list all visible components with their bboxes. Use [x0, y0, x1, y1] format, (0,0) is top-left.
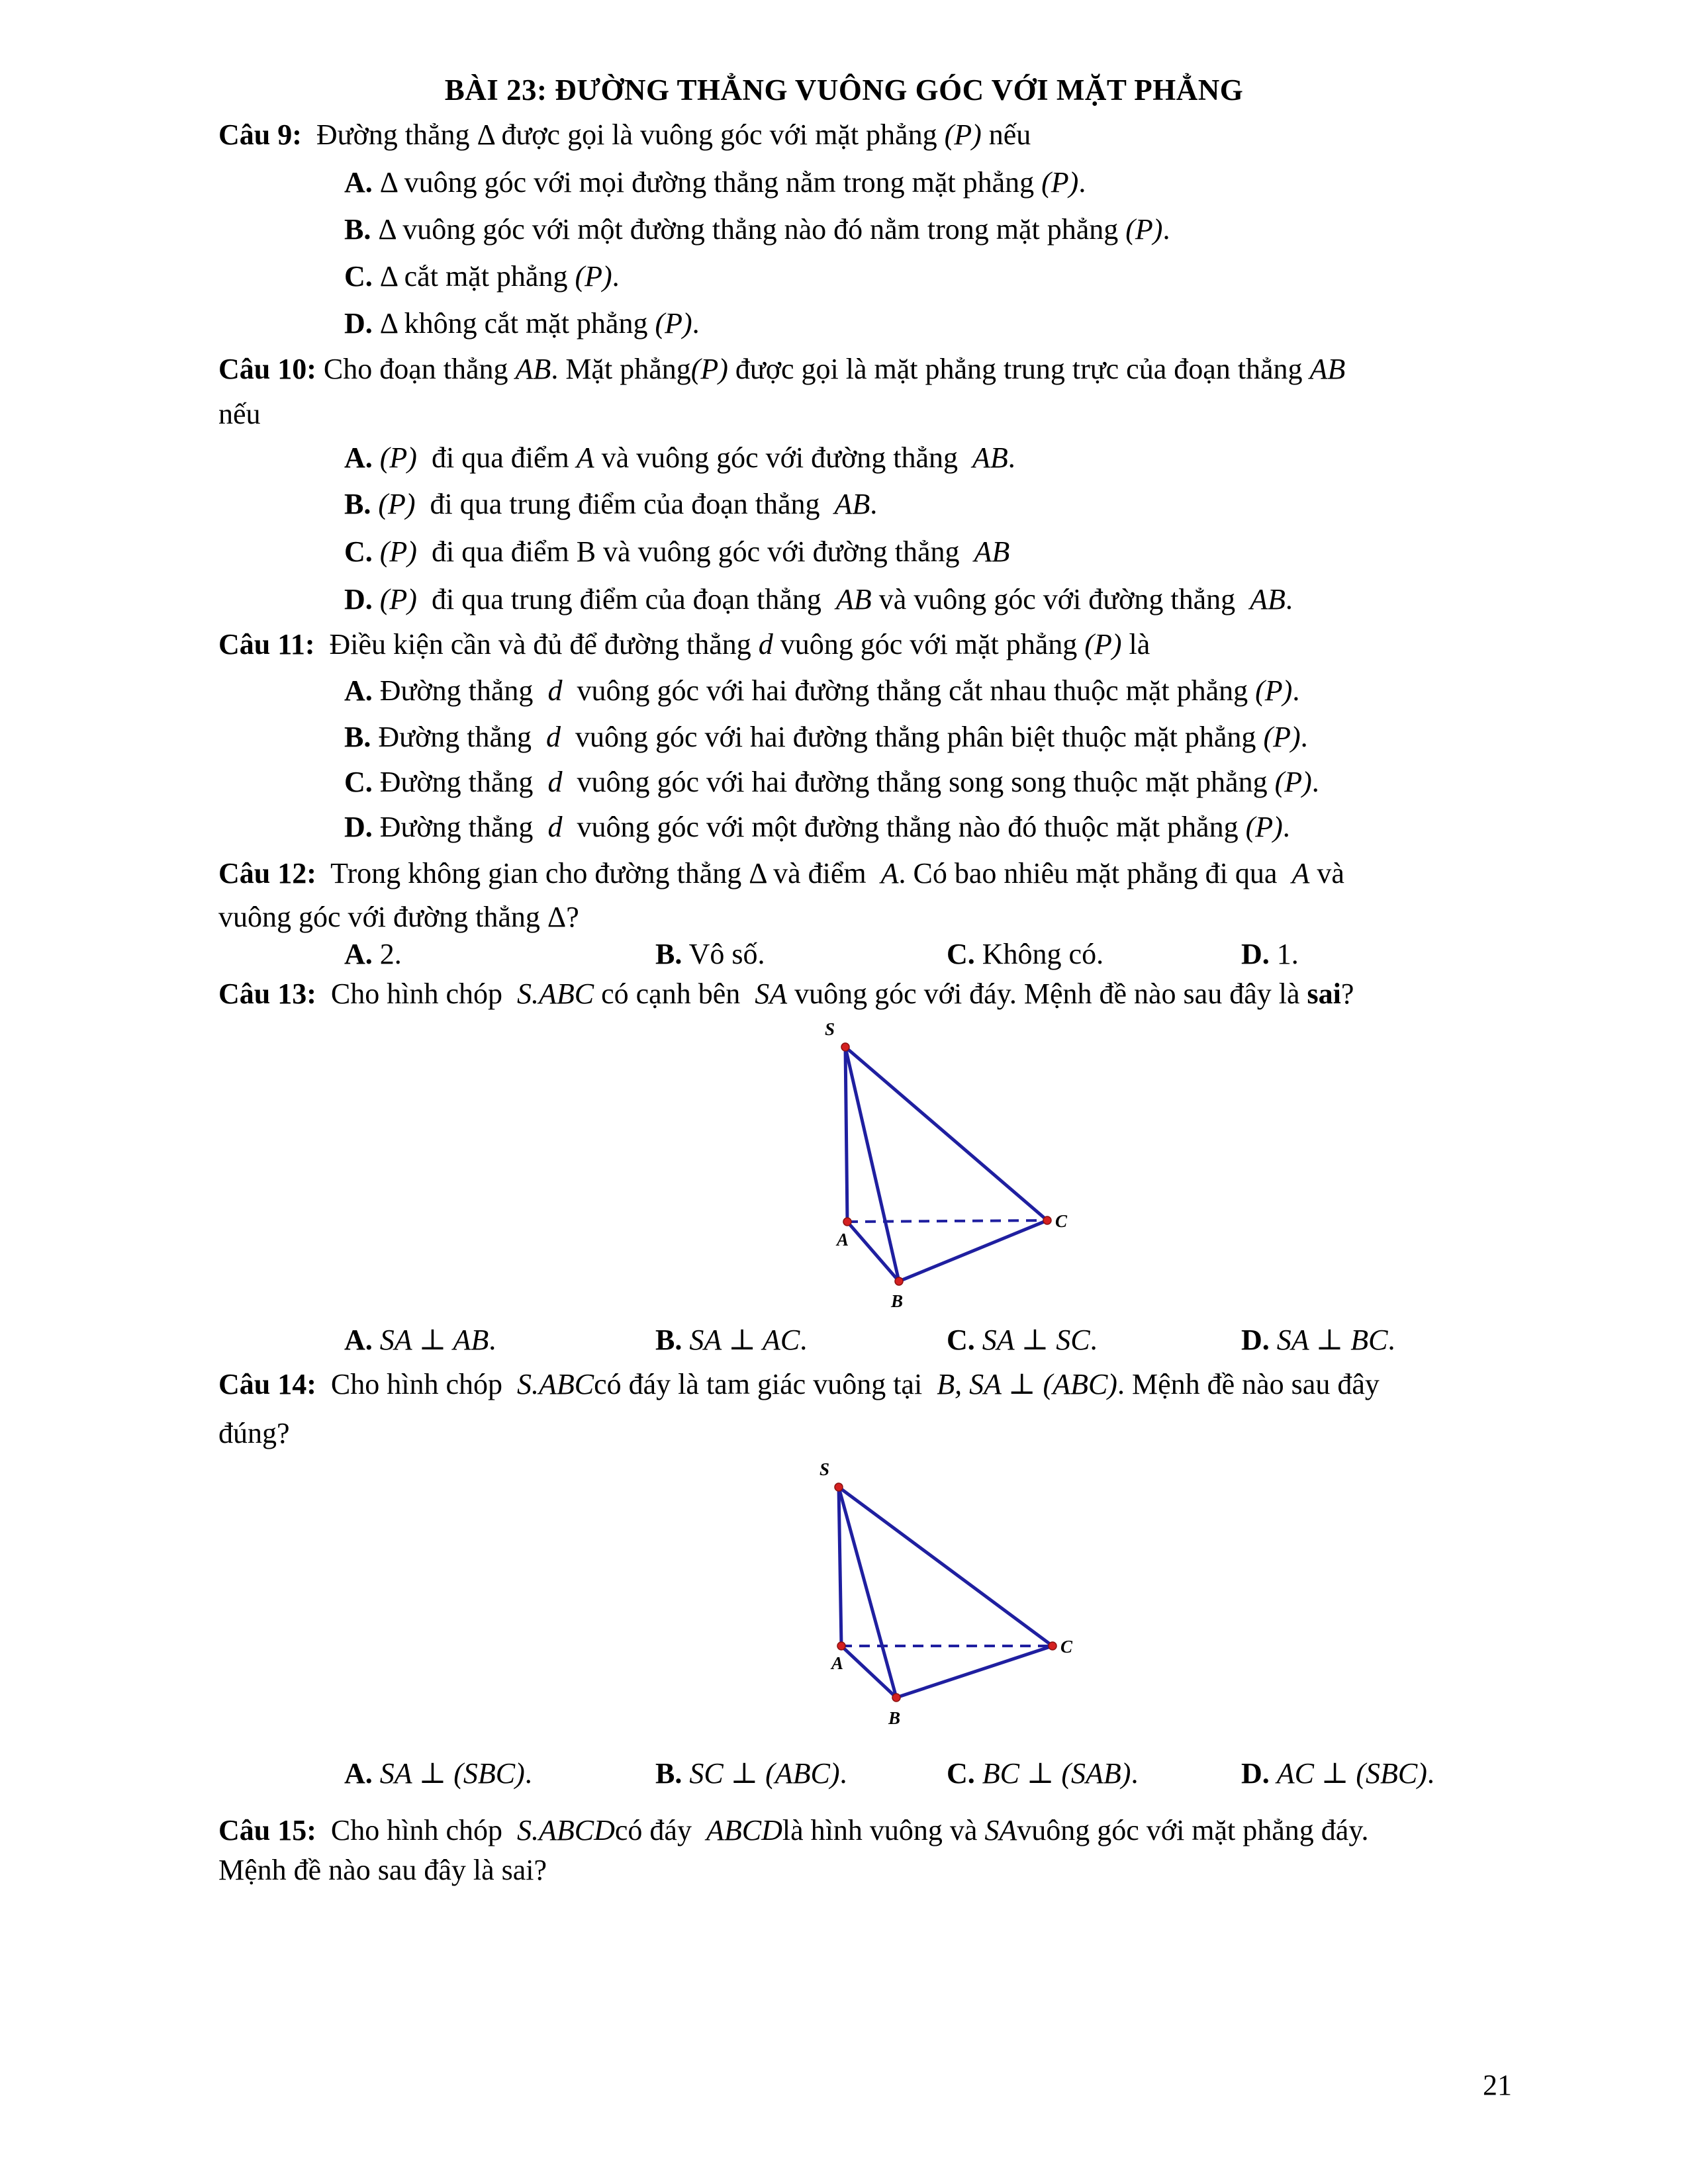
question-text: có cạnh bên	[601, 978, 741, 1010]
point-symbol: A	[1291, 857, 1310, 889]
option-punct: .	[1291, 938, 1299, 970]
q12-option-b	[655, 940, 765, 969]
option-expression: SA ⊥ SC	[982, 1324, 1090, 1356]
option-expression: SA ⊥ BC	[1276, 1324, 1388, 1356]
q12-option-d	[1241, 940, 1299, 969]
question-text: Mệnh đề nào sau đây là sai?	[218, 1854, 547, 1886]
option-text: không cắt mặt phẳng	[404, 307, 648, 340]
q11-option-d	[344, 813, 1290, 842]
point-symbol: A	[880, 857, 899, 889]
option-punct: .	[1008, 441, 1015, 474]
line-symbol: d	[547, 674, 563, 707]
option-label: B.	[344, 721, 371, 753]
pyramid-symbol: S.ABC	[517, 1368, 594, 1400]
question-12	[218, 859, 1344, 888]
option-text: Đường thẳng	[379, 674, 534, 707]
question-15	[218, 1816, 1368, 1845]
q11-option-a	[344, 676, 1299, 705]
vertex-s	[841, 1043, 849, 1051]
q14-option-d	[1241, 1759, 1434, 1788]
point-symbol: B,	[937, 1368, 962, 1400]
question-text: là	[1129, 628, 1150, 660]
option-label: C.	[344, 766, 373, 798]
label-s: S	[820, 1459, 830, 1479]
segment-symbol: SA	[755, 978, 788, 1010]
q10-option-d	[344, 585, 1293, 614]
q13-options	[0, 1326, 1688, 1359]
option-label: C.	[344, 535, 373, 568]
question-text: vuông góc với mặt phẳng	[780, 628, 1078, 660]
plane-symbol: (P)	[944, 118, 982, 151]
label-a: A	[837, 1230, 849, 1250]
option-label: C.	[947, 938, 975, 970]
vertex-b	[895, 1277, 903, 1285]
option-punct: .	[1078, 166, 1086, 199]
option-text: vuông góc với một đường thẳng nào đó thuộc mặt phẳng	[577, 811, 1239, 843]
option-expression: SC ⊥ (ABC)	[689, 1757, 840, 1790]
question-label: Câu 14:	[218, 1368, 316, 1400]
vertex-c	[1043, 1216, 1051, 1224]
segment-symbol: AB	[835, 583, 872, 615]
option-punct: .	[800, 1324, 808, 1356]
option-punct: .	[1096, 938, 1104, 970]
option-text: Đường thẳng	[379, 766, 534, 798]
option-label: A.	[344, 938, 373, 970]
option-text: vuông góc với hai đường thẳng cắt nhau thuộc mặt phẳng	[577, 674, 1248, 707]
question-text: vuông góc với mặt phẳng đáy.	[1017, 1814, 1369, 1846]
line-symbol: d	[547, 766, 563, 798]
q14-options	[0, 1759, 1688, 1792]
option-punct: .	[612, 260, 620, 293]
question-label: Câu 13:	[218, 978, 316, 1010]
option-punct: .	[1387, 1324, 1395, 1356]
q11-option-b	[344, 723, 1308, 752]
question-label: Câu 10:	[218, 353, 316, 385]
question-text: ?	[1340, 978, 1354, 1010]
label-s: S	[825, 1019, 835, 1039]
q12-options	[0, 940, 1688, 973]
option-punct: .	[1131, 1757, 1139, 1790]
option-label: D.	[1241, 1324, 1270, 1356]
option-punct: .	[870, 488, 878, 520]
q13-option-a	[344, 1326, 496, 1355]
point-symbol: A	[576, 441, 594, 474]
option-text: vuông góc với hai đường thẳng phân biệt thuộc mặt phẳng	[575, 721, 1256, 753]
option-punct: .	[839, 1757, 847, 1790]
line-symbol: d	[546, 721, 561, 753]
q13-option-c	[947, 1326, 1098, 1355]
pyramid-figure-q13	[814, 1013, 1092, 1310]
plane-symbol: (P)	[379, 535, 417, 568]
option-expression: SA ⊥ AB	[379, 1324, 489, 1356]
q10-option-a	[344, 443, 1015, 473]
segment-symbol: AB	[515, 353, 551, 385]
q9-option-b	[344, 215, 1170, 244]
question-label: Câu 11:	[218, 628, 315, 660]
question-10	[218, 355, 1345, 384]
plane-symbol: (P)	[1245, 811, 1283, 843]
question-text: có đáy là tam giác vuông tại	[594, 1368, 923, 1400]
option-text: vuông góc với một đường thẳng nào đó nằm trong mặt phẳng	[402, 213, 1119, 246]
edge-ac-hidden	[847, 1220, 1047, 1222]
option-punct: .	[692, 307, 700, 340]
page-title: BÀI 23: ĐƯỜNG THẲNG VUÔNG GÓC VỚI MẶT PHẲNG	[444, 73, 1244, 107]
option-expression: SA ⊥ AC	[689, 1324, 800, 1356]
segment-symbol: SA	[984, 1814, 1017, 1846]
question-12-line2	[218, 903, 579, 932]
segment-symbol: AB	[834, 488, 870, 520]
delta-symbol: Δ	[749, 857, 767, 889]
option-label: B.	[655, 938, 682, 970]
plane-symbol: (P)	[690, 353, 728, 385]
question-text: Cho đoạn thẳng	[323, 353, 508, 385]
option-expression: SA ⊥ (SBC)	[379, 1757, 525, 1790]
vertex-a	[837, 1642, 845, 1650]
label-b: B	[891, 1291, 904, 1311]
question-text: có đáy	[614, 1814, 692, 1846]
option-text: và vuông góc với đường thẳng	[878, 583, 1236, 615]
q14-option-c	[947, 1759, 1138, 1788]
question-label: Câu 9:	[218, 118, 302, 151]
vertex-a	[843, 1218, 851, 1226]
pyramid-figure-q14	[808, 1453, 1092, 1751]
delta-symbol: Δ	[379, 166, 397, 199]
plane-symbol: (P)	[655, 307, 692, 340]
plane-symbol: (P)	[1084, 628, 1122, 660]
segment-symbol: AB	[1250, 583, 1286, 615]
option-text: đi qua điểm	[431, 441, 569, 474]
option-punct: .	[1427, 1757, 1434, 1790]
emphasis-text: sai	[1307, 978, 1341, 1010]
question-text: vuông góc với đáy. Mệnh đề nào sau đây là	[794, 978, 1300, 1010]
question-text: Cho hình chóp	[330, 1368, 503, 1400]
option-value: 1	[1276, 938, 1291, 970]
option-label: B.	[344, 488, 371, 520]
question-text: . Mệnh đề nào sau đây	[1117, 1368, 1380, 1400]
q10-option-c	[344, 537, 1009, 567]
edge-sb	[845, 1047, 899, 1281]
question-label: Câu 12:	[218, 857, 316, 889]
line-symbol: d	[547, 811, 563, 843]
label-c: C	[1055, 1211, 1068, 1231]
plane-symbol: (P)	[379, 441, 417, 474]
pyramid-symbol: S.ABCD	[517, 1814, 615, 1846]
option-text: cắt mặt phẳng	[404, 260, 568, 293]
vertex-s	[835, 1483, 843, 1491]
label-a: A	[831, 1653, 844, 1673]
option-label: B.	[655, 1324, 682, 1356]
plane-symbol: (P)	[1255, 674, 1293, 707]
option-value: 2	[379, 938, 395, 970]
question-text: . Có bao nhiêu mặt phẳng đi qua	[898, 857, 1278, 889]
option-label: D.	[1241, 938, 1270, 970]
question-text: ?	[566, 901, 579, 933]
edge-sa	[845, 1047, 847, 1222]
plane-symbol: (P)	[1274, 766, 1312, 798]
option-text: Đường thẳng	[378, 721, 532, 753]
option-text: đi qua trung điểm của đoạn thẳng	[431, 583, 821, 615]
segment-symbol: AB	[974, 535, 1010, 568]
option-label: D.	[344, 307, 373, 340]
question-text: vuông góc với đường thẳng	[218, 901, 540, 933]
q10-option-b	[344, 490, 877, 519]
option-label: A.	[344, 674, 373, 707]
q14-option-a	[344, 1759, 532, 1788]
delta-symbol: Δ	[547, 901, 567, 933]
option-expression: BC ⊥ (SAB)	[982, 1757, 1131, 1790]
option-label: B.	[344, 213, 371, 246]
line-symbol: d	[758, 628, 773, 660]
edge-bc	[899, 1220, 1047, 1281]
option-label: A.	[344, 166, 373, 199]
delta-symbol: Δ	[378, 213, 396, 246]
question-text: nếu	[988, 118, 1031, 151]
option-text: đi qua điểm B và vuông góc với đường thẳng	[431, 535, 960, 568]
q11-option-c	[344, 768, 1319, 797]
base-symbol: ABCD	[706, 1814, 782, 1846]
pyramid-symbol: S.ABC	[517, 978, 594, 1010]
q13-option-d	[1241, 1326, 1395, 1355]
option-label: A.	[344, 1324, 373, 1356]
option-punct: .	[1162, 213, 1170, 246]
question-text: Trong không gian cho đường thẳng	[330, 857, 742, 889]
perpendicular-expression: SA ⊥ (ABC)	[969, 1368, 1117, 1400]
plane-symbol: (P)	[378, 488, 416, 520]
edge-sc	[839, 1487, 1053, 1646]
option-label: C.	[344, 260, 373, 293]
question-label: Câu 15:	[218, 1814, 316, 1846]
question-text: và điểm	[773, 857, 867, 889]
delta-symbol: Δ	[379, 260, 397, 293]
option-value: Không có	[982, 938, 1097, 970]
option-punct: .	[489, 1324, 496, 1356]
question-13	[218, 979, 1354, 1009]
option-punct: .	[1300, 721, 1308, 753]
label-b: B	[888, 1708, 901, 1728]
q9-option-c	[344, 262, 620, 291]
q12-option-a	[344, 940, 402, 969]
question-text: đúng?	[218, 1417, 290, 1449]
option-punct: .	[524, 1757, 532, 1790]
edge-sc	[845, 1047, 1047, 1220]
option-label: C.	[947, 1757, 975, 1790]
option-punct: .	[1282, 811, 1290, 843]
delta-symbol: Δ	[477, 118, 494, 151]
question-text: Điều kiện cần và đủ để đường thẳng	[329, 628, 751, 660]
page-number: 21	[1483, 2069, 1512, 2101]
q13-option-b	[655, 1326, 807, 1355]
plane-symbol: (P)	[1125, 213, 1163, 246]
question-14	[218, 1370, 1380, 1399]
option-expression: AC ⊥ (SBC)	[1276, 1757, 1427, 1790]
q14-option-b	[655, 1759, 847, 1788]
question-text: nếu	[218, 398, 261, 430]
question-11	[218, 630, 1150, 659]
option-text: Đường thẳng	[379, 811, 534, 843]
option-label: B.	[655, 1757, 682, 1790]
question-9	[218, 120, 1031, 150]
question-text: được gọi là vuông góc với mặt phẳng	[501, 118, 937, 151]
option-punct: .	[1292, 674, 1300, 707]
option-label: D.	[1241, 1757, 1270, 1790]
question-text: được gọi là mặt phẳng trung trực của đoạn thẳng	[735, 353, 1303, 385]
question-text: . Mặt phẳng	[551, 353, 691, 385]
option-punct: .	[757, 938, 765, 970]
edge-bc	[896, 1646, 1053, 1698]
question-text: và	[1317, 857, 1344, 889]
edge-sa	[839, 1487, 841, 1646]
option-label: D.	[344, 583, 373, 615]
label-c: C	[1060, 1637, 1073, 1657]
delta-symbol: Δ	[379, 307, 397, 340]
option-label: A.	[344, 441, 373, 474]
option-text: vuông góc với mọi đường thẳng nằm trong mặt phẳng	[404, 166, 1035, 199]
option-text: đi qua trung điểm của đoạn thẳng	[430, 488, 820, 520]
option-label: C.	[947, 1324, 975, 1356]
edge-sb	[839, 1487, 896, 1698]
question-text: là hình vuông và	[782, 1814, 978, 1846]
question-text: Cho hình chóp	[330, 978, 503, 1010]
plane-symbol: (P)	[575, 260, 612, 293]
question-text: Cho hình chóp	[330, 1814, 503, 1846]
segment-symbol: AB	[972, 441, 1008, 474]
option-punct: .	[1090, 1324, 1098, 1356]
q9-option-a	[344, 168, 1086, 197]
question-text: Đường thẳng	[316, 118, 470, 151]
option-punct: .	[1285, 583, 1293, 615]
q12-option-c	[947, 940, 1103, 969]
vertex-b	[892, 1694, 900, 1702]
option-text: vuông góc với hai đường thẳng song song thuộc mặt phẳng	[577, 766, 1268, 798]
vertex-c	[1049, 1642, 1056, 1650]
plane-symbol: (P)	[379, 583, 417, 615]
option-text: và vuông góc với đường thẳng	[601, 441, 959, 474]
option-punct: .	[1311, 766, 1319, 798]
option-label: A.	[344, 1757, 373, 1790]
segment-symbol: AB	[1309, 353, 1346, 385]
plane-symbol: (P)	[1041, 166, 1079, 199]
option-label: D.	[344, 811, 373, 843]
option-punct: .	[394, 938, 402, 970]
plane-symbol: (P)	[1263, 721, 1301, 753]
option-value: Vô số	[688, 938, 758, 970]
q9-option-d	[344, 309, 700, 338]
